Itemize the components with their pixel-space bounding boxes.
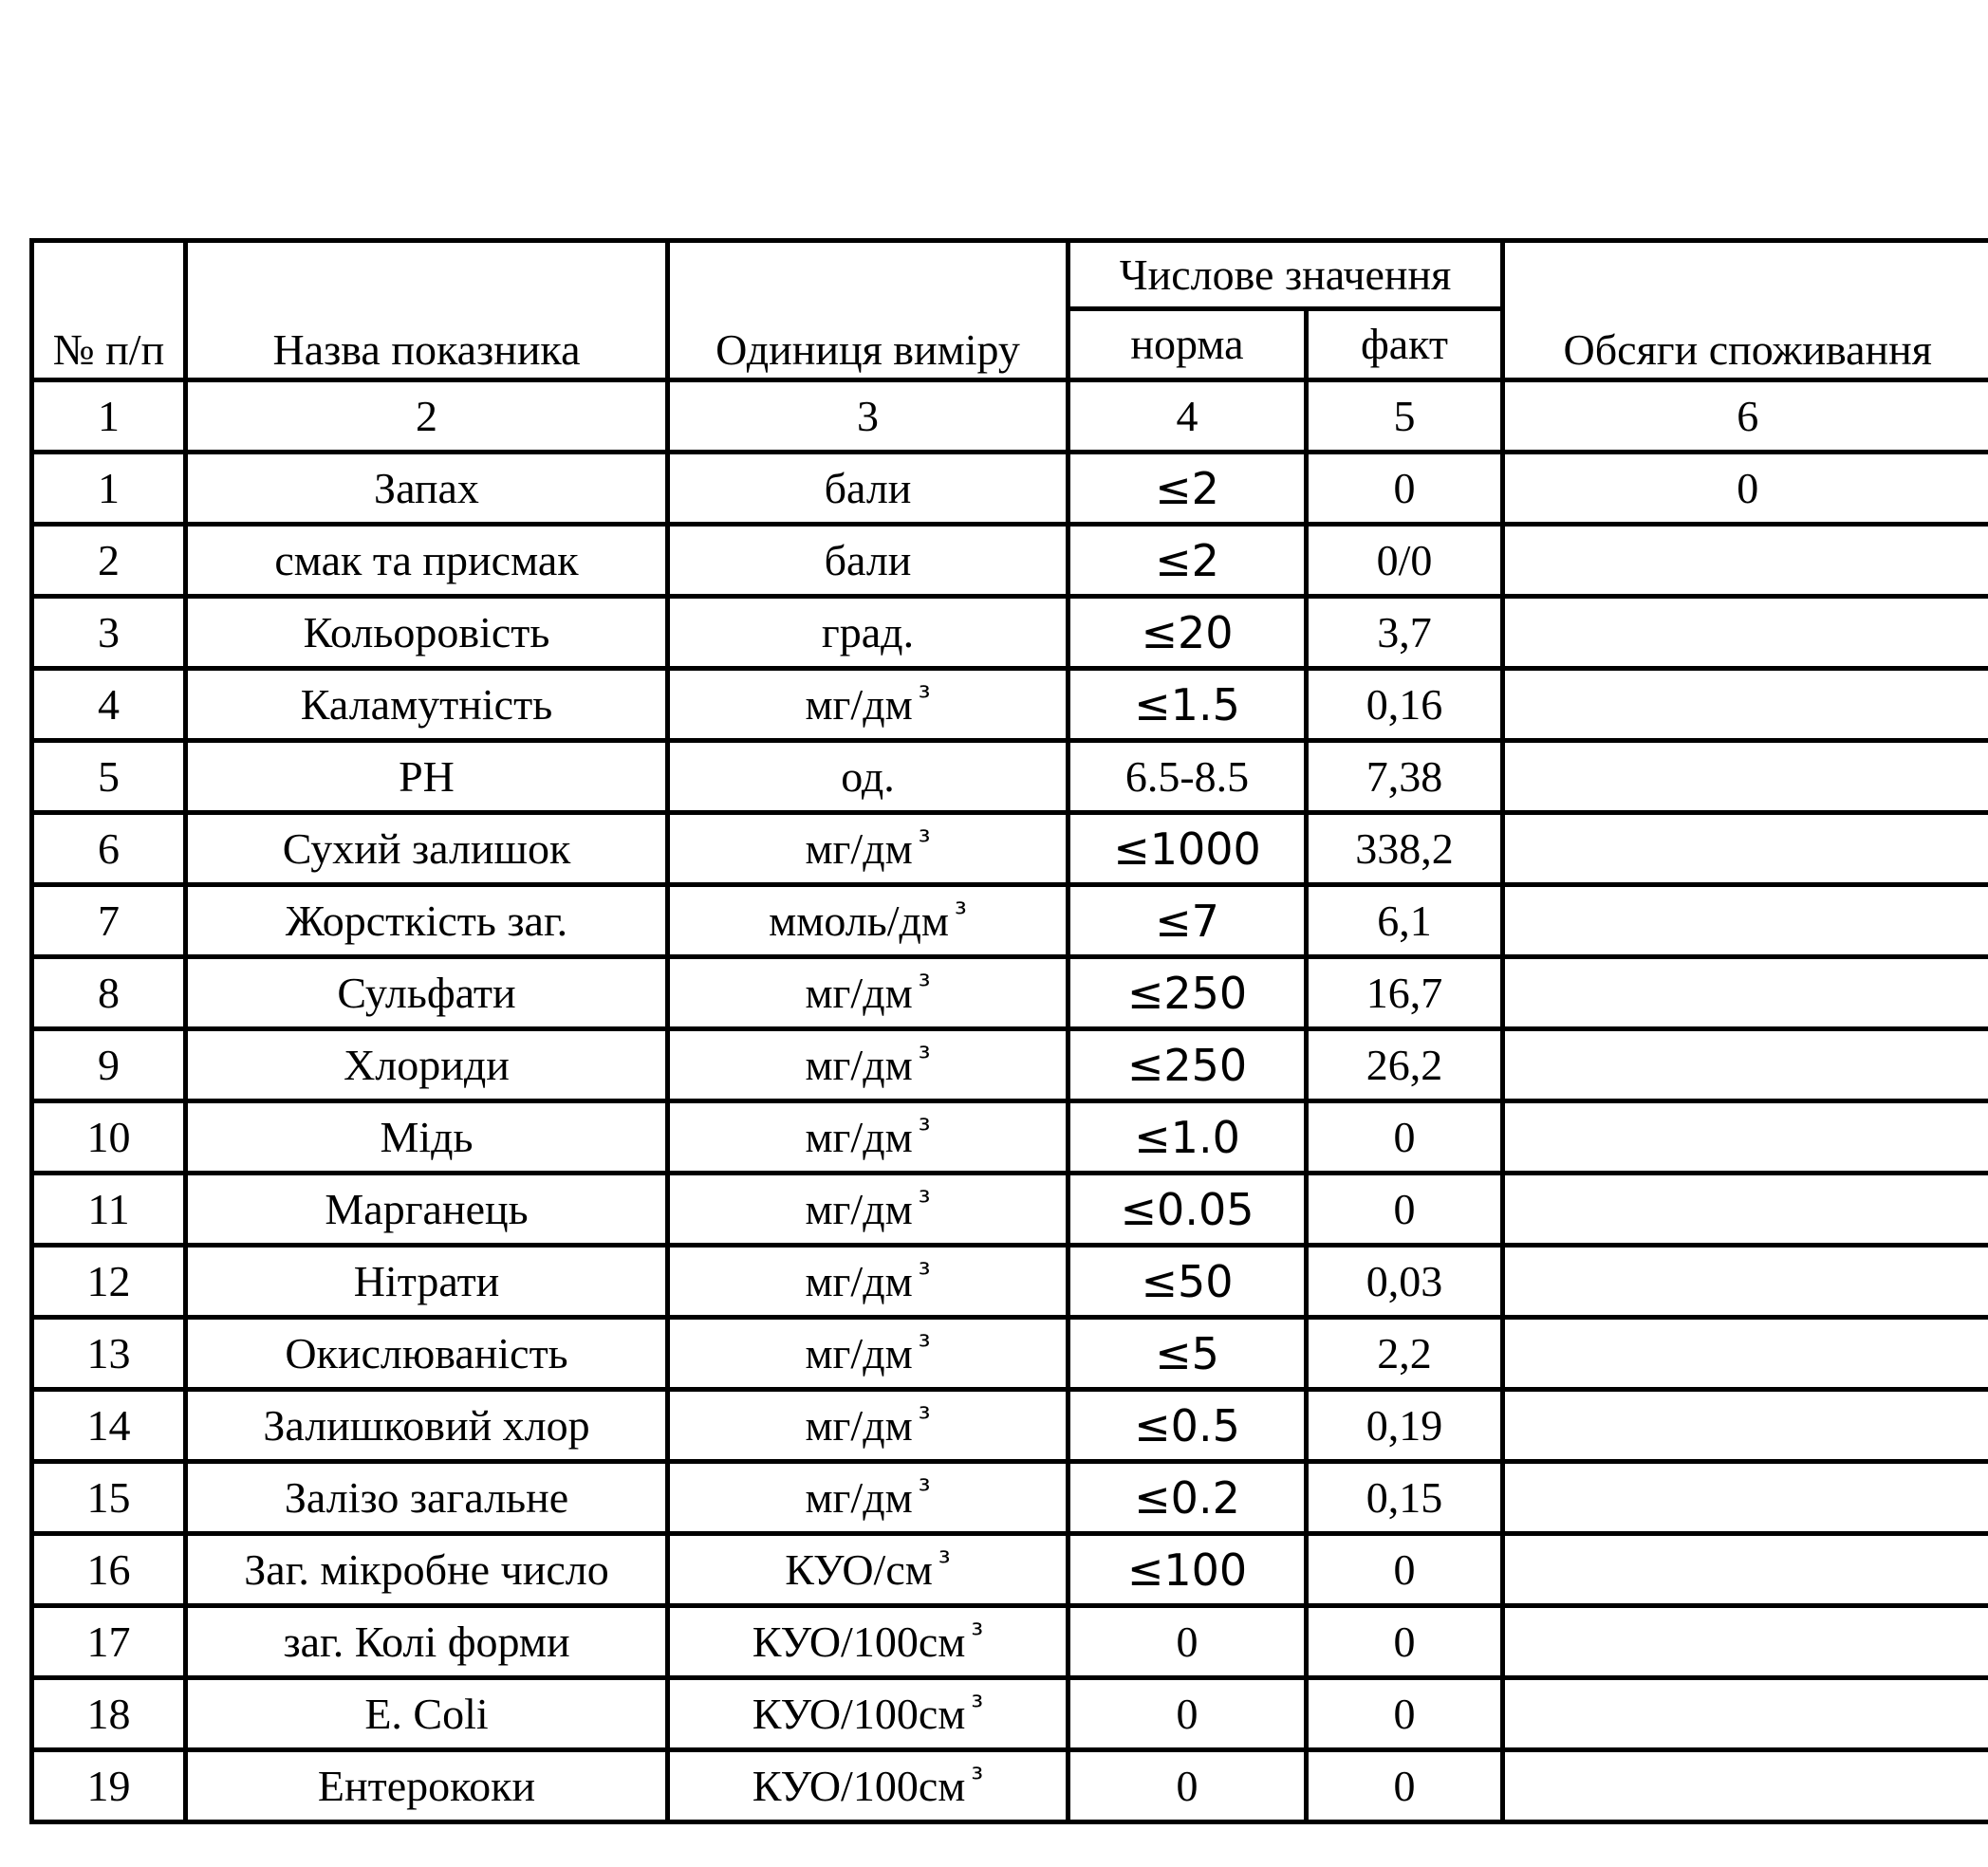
row-num-cell: 5 xyxy=(32,741,186,813)
table-row xyxy=(32,741,1988,813)
table-row xyxy=(32,1390,1988,1462)
row-consumption-cell xyxy=(1503,1246,1988,1318)
column-number: 2 xyxy=(186,380,668,453)
row-name-cell: Жорсткість заг. xyxy=(186,885,668,957)
row-fact-cell: 16,7 xyxy=(1307,957,1503,1029)
row-num-cell: 8 xyxy=(32,957,186,1029)
row-num-cell: 1 xyxy=(32,453,186,525)
table-row xyxy=(32,597,1988,669)
row-consumption-cell xyxy=(1503,1174,1988,1246)
row-fact-cell: 0 xyxy=(1307,453,1503,525)
column-number-row xyxy=(32,380,1988,453)
row-norm-cell: 6.5-8.5 xyxy=(1068,741,1307,813)
unit-superscript: ³ xyxy=(918,678,931,715)
table-row xyxy=(32,813,1988,885)
unit-superscript: ³ xyxy=(918,1183,931,1220)
unit-text: од. xyxy=(841,751,895,801)
row-unit-cell xyxy=(668,525,1068,597)
row-norm-cell: ≤2 xyxy=(1068,453,1307,525)
row-fact-cell: 3,7 xyxy=(1307,597,1503,669)
row-name-cell: Залізо загальне xyxy=(186,1462,668,1534)
row-consumption-cell xyxy=(1503,669,1988,741)
table-row xyxy=(32,1678,1988,1750)
row-name-cell: Ентерококи xyxy=(186,1750,668,1822)
header-num: № п/п xyxy=(32,241,186,380)
row-unit-cell xyxy=(668,1462,1068,1534)
row-name-cell: Каламутність xyxy=(186,669,668,741)
row-fact-cell: 6,1 xyxy=(1307,885,1503,957)
row-num-cell: 10 xyxy=(32,1101,186,1174)
unit-superscript: ³ xyxy=(918,967,931,1004)
row-num-cell: 16 xyxy=(32,1534,186,1606)
row-norm-cell: ≤100 xyxy=(1068,1534,1307,1606)
header-norm: норма xyxy=(1068,309,1307,380)
row-fact-cell: 338,2 xyxy=(1307,813,1503,885)
row-consumption-cell xyxy=(1503,1534,1988,1606)
row-fact-cell: 0,16 xyxy=(1307,669,1503,741)
unit-text: КУО/см xyxy=(785,1544,933,1594)
row-consumption-cell xyxy=(1503,813,1988,885)
row-unit-cell xyxy=(668,813,1068,885)
unit-superscript: ³ xyxy=(918,1399,931,1436)
row-name-cell: Кольоровість xyxy=(186,597,668,669)
unit-text: КУО/100см xyxy=(752,1617,966,1666)
row-fact-cell: 0/0 xyxy=(1307,525,1503,597)
header-name: Назва показника xyxy=(186,241,668,380)
column-number: 6 xyxy=(1503,380,1988,453)
row-fact-cell: 0 xyxy=(1307,1534,1503,1606)
table-row xyxy=(32,1534,1988,1606)
row-unit-cell xyxy=(668,1606,1068,1678)
row-unit-cell xyxy=(668,1246,1068,1318)
row-num-cell: 17 xyxy=(32,1606,186,1678)
row-num-cell: 18 xyxy=(32,1678,186,1750)
unit-text: мг/дм xyxy=(805,679,913,729)
table-row xyxy=(32,525,1988,597)
unit-text: мг/дм xyxy=(805,823,913,873)
row-name-cell: Сульфати xyxy=(186,957,668,1029)
water-quality-sheet xyxy=(29,238,1988,1824)
row-consumption-cell xyxy=(1503,741,1988,813)
row-num-cell: 13 xyxy=(32,1318,186,1390)
row-norm-cell: ≤0.5 xyxy=(1068,1390,1307,1462)
unit-superscript: ³ xyxy=(971,1760,984,1797)
row-consumption-cell xyxy=(1503,885,1988,957)
row-consumption-cell xyxy=(1503,597,1988,669)
row-unit-cell xyxy=(668,741,1068,813)
column-number: 1 xyxy=(32,380,186,453)
row-unit-cell xyxy=(668,885,1068,957)
table-row xyxy=(32,1750,1988,1822)
row-fact-cell: 0 xyxy=(1307,1750,1503,1822)
column-number: 3 xyxy=(668,380,1068,453)
row-num-cell: 4 xyxy=(32,669,186,741)
row-norm-cell: 0 xyxy=(1068,1750,1307,1822)
row-unit-cell xyxy=(668,1390,1068,1462)
unit-superscript: ³ xyxy=(955,895,967,932)
row-norm-cell: ≤1.5 xyxy=(1068,669,1307,741)
unit-text: ммоль/дм xyxy=(769,896,949,945)
row-fact-cell: 0,19 xyxy=(1307,1390,1503,1462)
row-name-cell: Мідь xyxy=(186,1101,668,1174)
row-norm-cell: ≤5 xyxy=(1068,1318,1307,1390)
row-name-cell: Марганець xyxy=(186,1174,668,1246)
table-row xyxy=(32,1462,1988,1534)
row-fact-cell: 0,03 xyxy=(1307,1246,1503,1318)
column-number: 5 xyxy=(1307,380,1503,453)
unit-text: мг/дм xyxy=(805,1400,913,1450)
row-unit-cell xyxy=(668,957,1068,1029)
row-num-cell: 14 xyxy=(32,1390,186,1462)
row-name-cell: Запах xyxy=(186,453,668,525)
unit-text: мг/дм xyxy=(805,1040,913,1089)
row-norm-cell: ≤7 xyxy=(1068,885,1307,957)
row-num-cell: 7 xyxy=(32,885,186,957)
row-num-cell: 11 xyxy=(32,1174,186,1246)
unit-text: мг/дм xyxy=(805,1472,913,1522)
unit-superscript: ³ xyxy=(918,1039,931,1076)
unit-text: мг/дм xyxy=(805,1328,913,1377)
row-fact-cell: 0 xyxy=(1307,1174,1503,1246)
row-name-cell: PH xyxy=(186,741,668,813)
row-consumption-cell xyxy=(1503,1678,1988,1750)
row-unit-cell xyxy=(668,669,1068,741)
row-num-cell: 19 xyxy=(32,1750,186,1822)
row-norm-cell: ≤1000 xyxy=(1068,813,1307,885)
column-number: 4 xyxy=(1068,380,1307,453)
row-unit-cell xyxy=(668,1174,1068,1246)
row-norm-cell: ≤50 xyxy=(1068,1246,1307,1318)
unit-text: КУО/100см xyxy=(752,1689,966,1738)
unit-text: бали xyxy=(824,463,912,512)
row-fact-cell: 7,38 xyxy=(1307,741,1503,813)
row-unit-cell xyxy=(668,1318,1068,1390)
row-norm-cell: ≤250 xyxy=(1068,1029,1307,1101)
row-name-cell: смак та присмак xyxy=(186,525,668,597)
unit-superscript: ³ xyxy=(918,823,931,860)
row-consumption-cell: 0 xyxy=(1503,453,1988,525)
row-consumption-cell xyxy=(1503,1101,1988,1174)
row-unit-cell xyxy=(668,1534,1068,1606)
row-norm-cell: 0 xyxy=(1068,1678,1307,1750)
row-consumption-cell xyxy=(1503,957,1988,1029)
row-num-cell: 12 xyxy=(32,1246,186,1318)
row-fact-cell: 0,15 xyxy=(1307,1462,1503,1534)
unit-superscript: ³ xyxy=(918,1111,931,1148)
table-row xyxy=(32,885,1988,957)
unit-text: мг/дм xyxy=(805,1256,913,1305)
table-row xyxy=(32,453,1988,525)
row-name-cell: Окислюваність xyxy=(186,1318,668,1390)
table-row xyxy=(32,1318,1988,1390)
water-quality-table xyxy=(29,238,1988,1824)
row-norm-cell: ≤2 xyxy=(1068,525,1307,597)
row-norm-cell: ≤1.0 xyxy=(1068,1101,1307,1174)
header-numeric-value-group: Числове значення xyxy=(1068,241,1503,309)
row-num-cell: 2 xyxy=(32,525,186,597)
table-row xyxy=(32,669,1988,741)
row-num-cell: 6 xyxy=(32,813,186,885)
table-row xyxy=(32,1246,1988,1318)
header-fact: факт xyxy=(1307,309,1503,380)
row-fact-cell: 0 xyxy=(1307,1101,1503,1174)
unit-text: мг/дм xyxy=(805,968,913,1017)
row-consumption-cell xyxy=(1503,1750,1988,1822)
unit-superscript: ³ xyxy=(918,1471,931,1508)
table-row xyxy=(32,1101,1988,1174)
unit-superscript: ³ xyxy=(918,1255,931,1292)
row-norm-cell: ≤0.2 xyxy=(1068,1462,1307,1534)
unit-superscript: ³ xyxy=(971,1688,984,1725)
unit-superscript: ³ xyxy=(918,1327,931,1364)
row-num-cell: 3 xyxy=(32,597,186,669)
row-fact-cell: 0 xyxy=(1307,1678,1503,1750)
table-row xyxy=(32,1174,1988,1246)
row-unit-cell xyxy=(668,1750,1068,1822)
unit-text: КУО/100см xyxy=(752,1761,966,1810)
row-consumption-cell xyxy=(1503,1318,1988,1390)
row-norm-cell: ≤250 xyxy=(1068,957,1307,1029)
unit-superscript: ³ xyxy=(938,1544,951,1580)
table-row xyxy=(32,1029,1988,1101)
unit-text: бали xyxy=(824,535,912,584)
row-name-cell: Нітрати xyxy=(186,1246,668,1318)
row-fact-cell: 2,2 xyxy=(1307,1318,1503,1390)
unit-text: мг/дм xyxy=(805,1112,913,1161)
row-fact-cell: 26,2 xyxy=(1307,1029,1503,1101)
row-fact-cell: 0 xyxy=(1307,1606,1503,1678)
row-consumption-cell xyxy=(1503,1029,1988,1101)
table-row xyxy=(32,957,1988,1029)
unit-text: град. xyxy=(821,607,915,656)
row-num-cell: 9 xyxy=(32,1029,186,1101)
row-name-cell: E. Coli xyxy=(186,1678,668,1750)
table-row xyxy=(32,1606,1988,1678)
row-unit-cell xyxy=(668,597,1068,669)
unit-text: мг/дм xyxy=(805,1184,913,1233)
row-consumption-cell xyxy=(1503,1390,1988,1462)
row-consumption-cell xyxy=(1503,1462,1988,1534)
row-name-cell: заг. Колі форми xyxy=(186,1606,668,1678)
header-unit: Одиниця виміру xyxy=(668,241,1068,380)
row-unit-cell xyxy=(668,1678,1068,1750)
row-consumption-cell xyxy=(1503,1606,1988,1678)
row-name-cell: Заг. мікробне число xyxy=(186,1534,668,1606)
header-consumption: Обсяги споживання xyxy=(1503,241,1988,380)
row-norm-cell: 0 xyxy=(1068,1606,1307,1678)
row-name-cell: Хлориди xyxy=(186,1029,668,1101)
header-row-top xyxy=(32,241,1988,309)
row-norm-cell: ≤0.05 xyxy=(1068,1174,1307,1246)
row-unit-cell xyxy=(668,1101,1068,1174)
row-name-cell: Залишковий хлор xyxy=(186,1390,668,1462)
row-unit-cell xyxy=(668,1029,1068,1101)
unit-superscript: ³ xyxy=(971,1616,984,1653)
row-num-cell: 15 xyxy=(32,1462,186,1534)
row-consumption-cell xyxy=(1503,525,1988,597)
row-name-cell: Сухий залишок xyxy=(186,813,668,885)
row-unit-cell xyxy=(668,453,1068,525)
row-norm-cell: ≤20 xyxy=(1068,597,1307,669)
